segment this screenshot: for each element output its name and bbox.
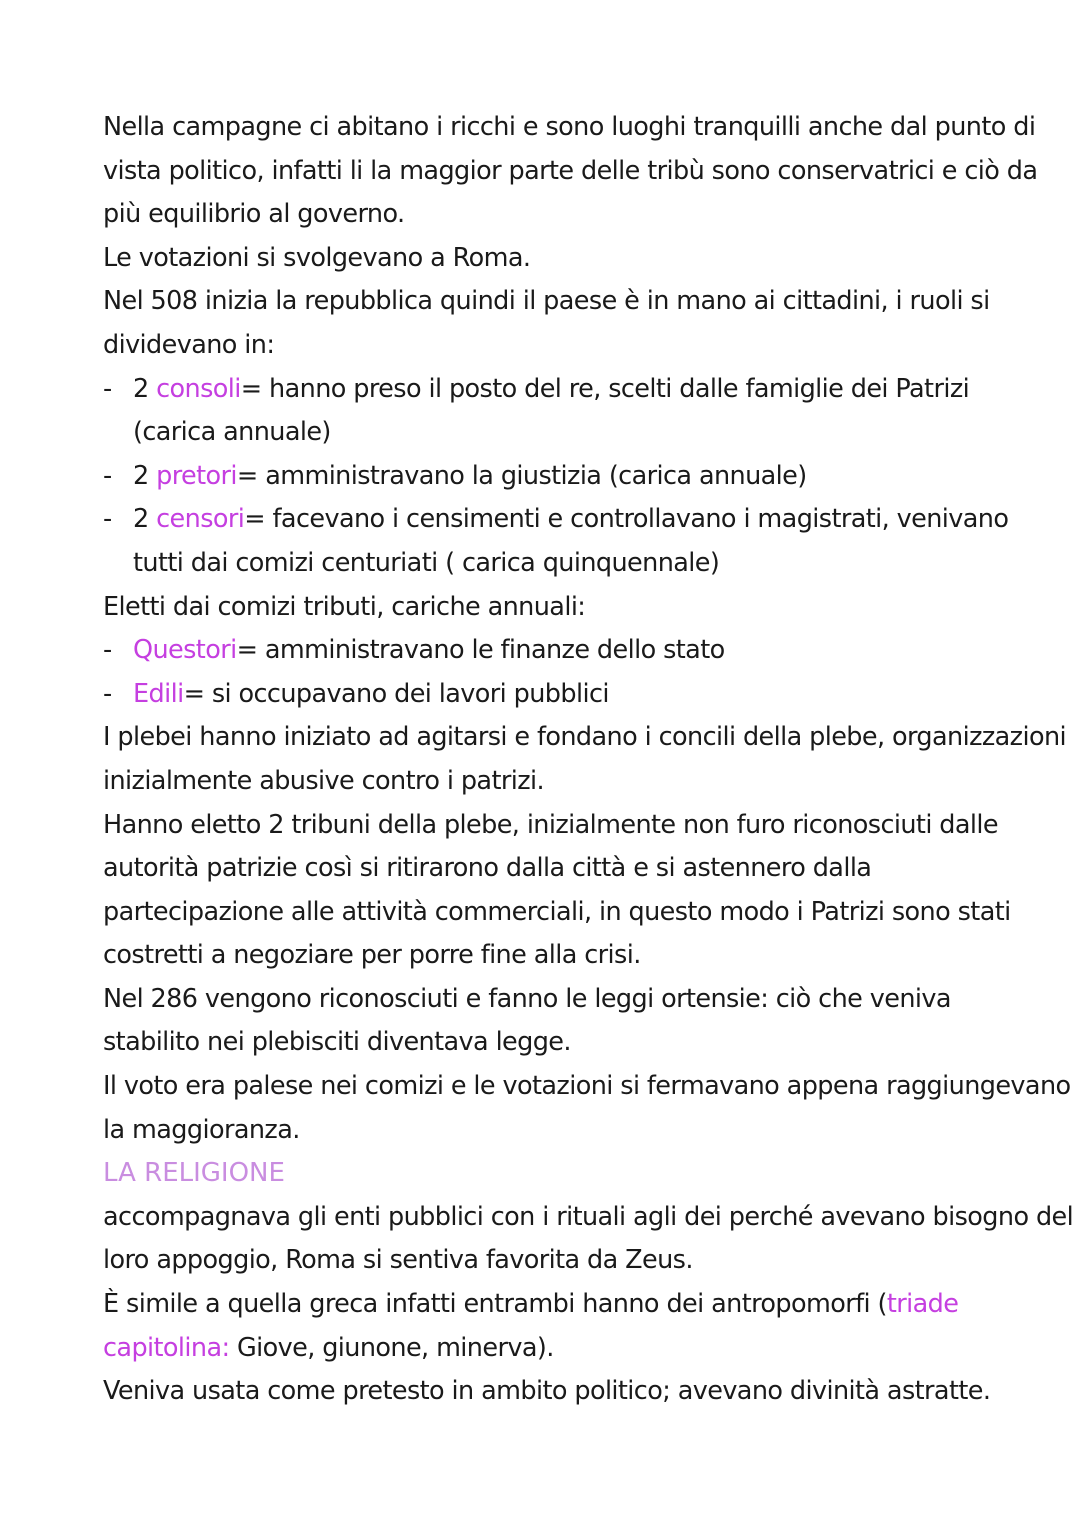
term-triade: triade xyxy=(886,1289,959,1320)
paragraph-line: stabilito nei plebisciti diventava legge. xyxy=(103,1027,571,1058)
list-item-consoli xyxy=(103,368,1003,412)
list-item-questori xyxy=(103,629,1003,673)
list-item-continuation: (carica annuale) xyxy=(133,417,331,448)
list-item-censori xyxy=(103,498,1009,542)
paragraph-line: Eletti dai comizi tributi, cariche annuali: xyxy=(103,591,586,622)
consoli-number: 2 xyxy=(133,373,157,404)
paragraph-line xyxy=(103,1283,1003,1327)
religione-text: Giove, giunone, minerva). xyxy=(229,1332,554,1363)
censori-number: 2 xyxy=(133,504,157,535)
paragraph-line: I plebei hanno iniziato ad agitarsi e fondano i concili della plebe, organizzazioni xyxy=(103,722,1067,753)
list-item-edili xyxy=(103,673,1003,717)
paragraph-line: partecipazione alle attività commerciali, in questo modo i Patrizi sono stati xyxy=(103,896,1011,927)
paragraph-line: costretti a negoziare per porre fine alla crisi. xyxy=(103,940,641,971)
paragraph-line: autorità patrizie così si ritirarono dalla città e si astennero dalla xyxy=(103,853,872,884)
paragraph-line: dividevano in: xyxy=(103,329,275,360)
term-edili: Edili xyxy=(133,678,184,709)
list-item-continuation: tutti dai comizi centuriati ( carica quinquennale) xyxy=(133,547,720,578)
paragraph-line: Nel 508 inizia la repubblica quindi il paese è in mano ai cittadini, i ruoli si xyxy=(103,286,990,317)
bullet-dash: - xyxy=(103,460,112,491)
edili-description: = si occupavano dei lavori pubblici xyxy=(183,678,609,709)
notes-text xyxy=(103,106,1074,1414)
questori-description: = amministravano le finanze dello stato xyxy=(236,635,725,666)
paragraph-line: Le votazioni si svolgevano a Roma. xyxy=(103,242,531,273)
censori-description: = facevano i censimenti e controllavano i magistrati, venivano xyxy=(244,504,1009,535)
term-consoli: consoli xyxy=(156,373,241,404)
pretori-description: = amministravano la giustizia (carica annuale) xyxy=(236,460,807,491)
paragraph-line: vista politico, infatti li la maggior parte delle tribù sono conservatrici e ciò da xyxy=(103,155,1038,186)
term-censori: censori xyxy=(156,504,245,535)
pretori-number: 2 xyxy=(133,460,157,491)
paragraph-line: Veniva usata come pretesto in ambito politico; avevano divinità astratte. xyxy=(103,1376,991,1407)
paragraph-line: loro appoggio, Roma si sentiva favorita da Zeus. xyxy=(103,1245,693,1276)
bullet-dash: - xyxy=(103,373,112,404)
paragraph-line: la maggioranza. xyxy=(103,1114,300,1145)
paragraph-line: Il voto era palese nei comizi e le votazioni si fermavano appena raggiungevano xyxy=(103,1071,1071,1102)
term-questori: Questori xyxy=(133,635,237,666)
paragraph-line: Nella campagne ci abitano i ricchi e sono luoghi tranquilli anche dal punto di xyxy=(103,112,1036,142)
paragraph-line: Nel 286 vengono riconosciuti e fanno le leggi ortensie: ciò che veniva xyxy=(103,983,951,1014)
term-capitolina: capitolina: xyxy=(103,1332,230,1363)
term-pretori: pretori xyxy=(156,460,237,491)
religione-text: È simile a quella greca infatti entrambi hanno dei antropomorfi ( xyxy=(103,1289,887,1320)
section-heading-religione: LA RELIGIONE xyxy=(103,1158,285,1189)
consoli-description: = hanno preso il posto del re, scelti dalle famiglie dei Patrizi xyxy=(240,373,970,404)
paragraph-line: inizialmente abusive contro i patrizi. xyxy=(103,765,544,796)
paragraph-line xyxy=(103,1327,1003,1371)
paragraph-line: più equilibrio al governo. xyxy=(103,199,405,230)
paragraph-line: Hanno eletto 2 tribuni della plebe, inizialmente non furo riconosciuti dalle xyxy=(103,809,998,840)
bullet-dash: - xyxy=(103,504,112,535)
bullet-dash: - xyxy=(103,678,112,709)
paragraph-line: accompagnava gli enti pubblici con i rituali agli dei perché avevano bisogno del xyxy=(103,1201,1074,1232)
bullet-dash: - xyxy=(103,635,112,666)
list-item-pretori xyxy=(103,455,1003,499)
